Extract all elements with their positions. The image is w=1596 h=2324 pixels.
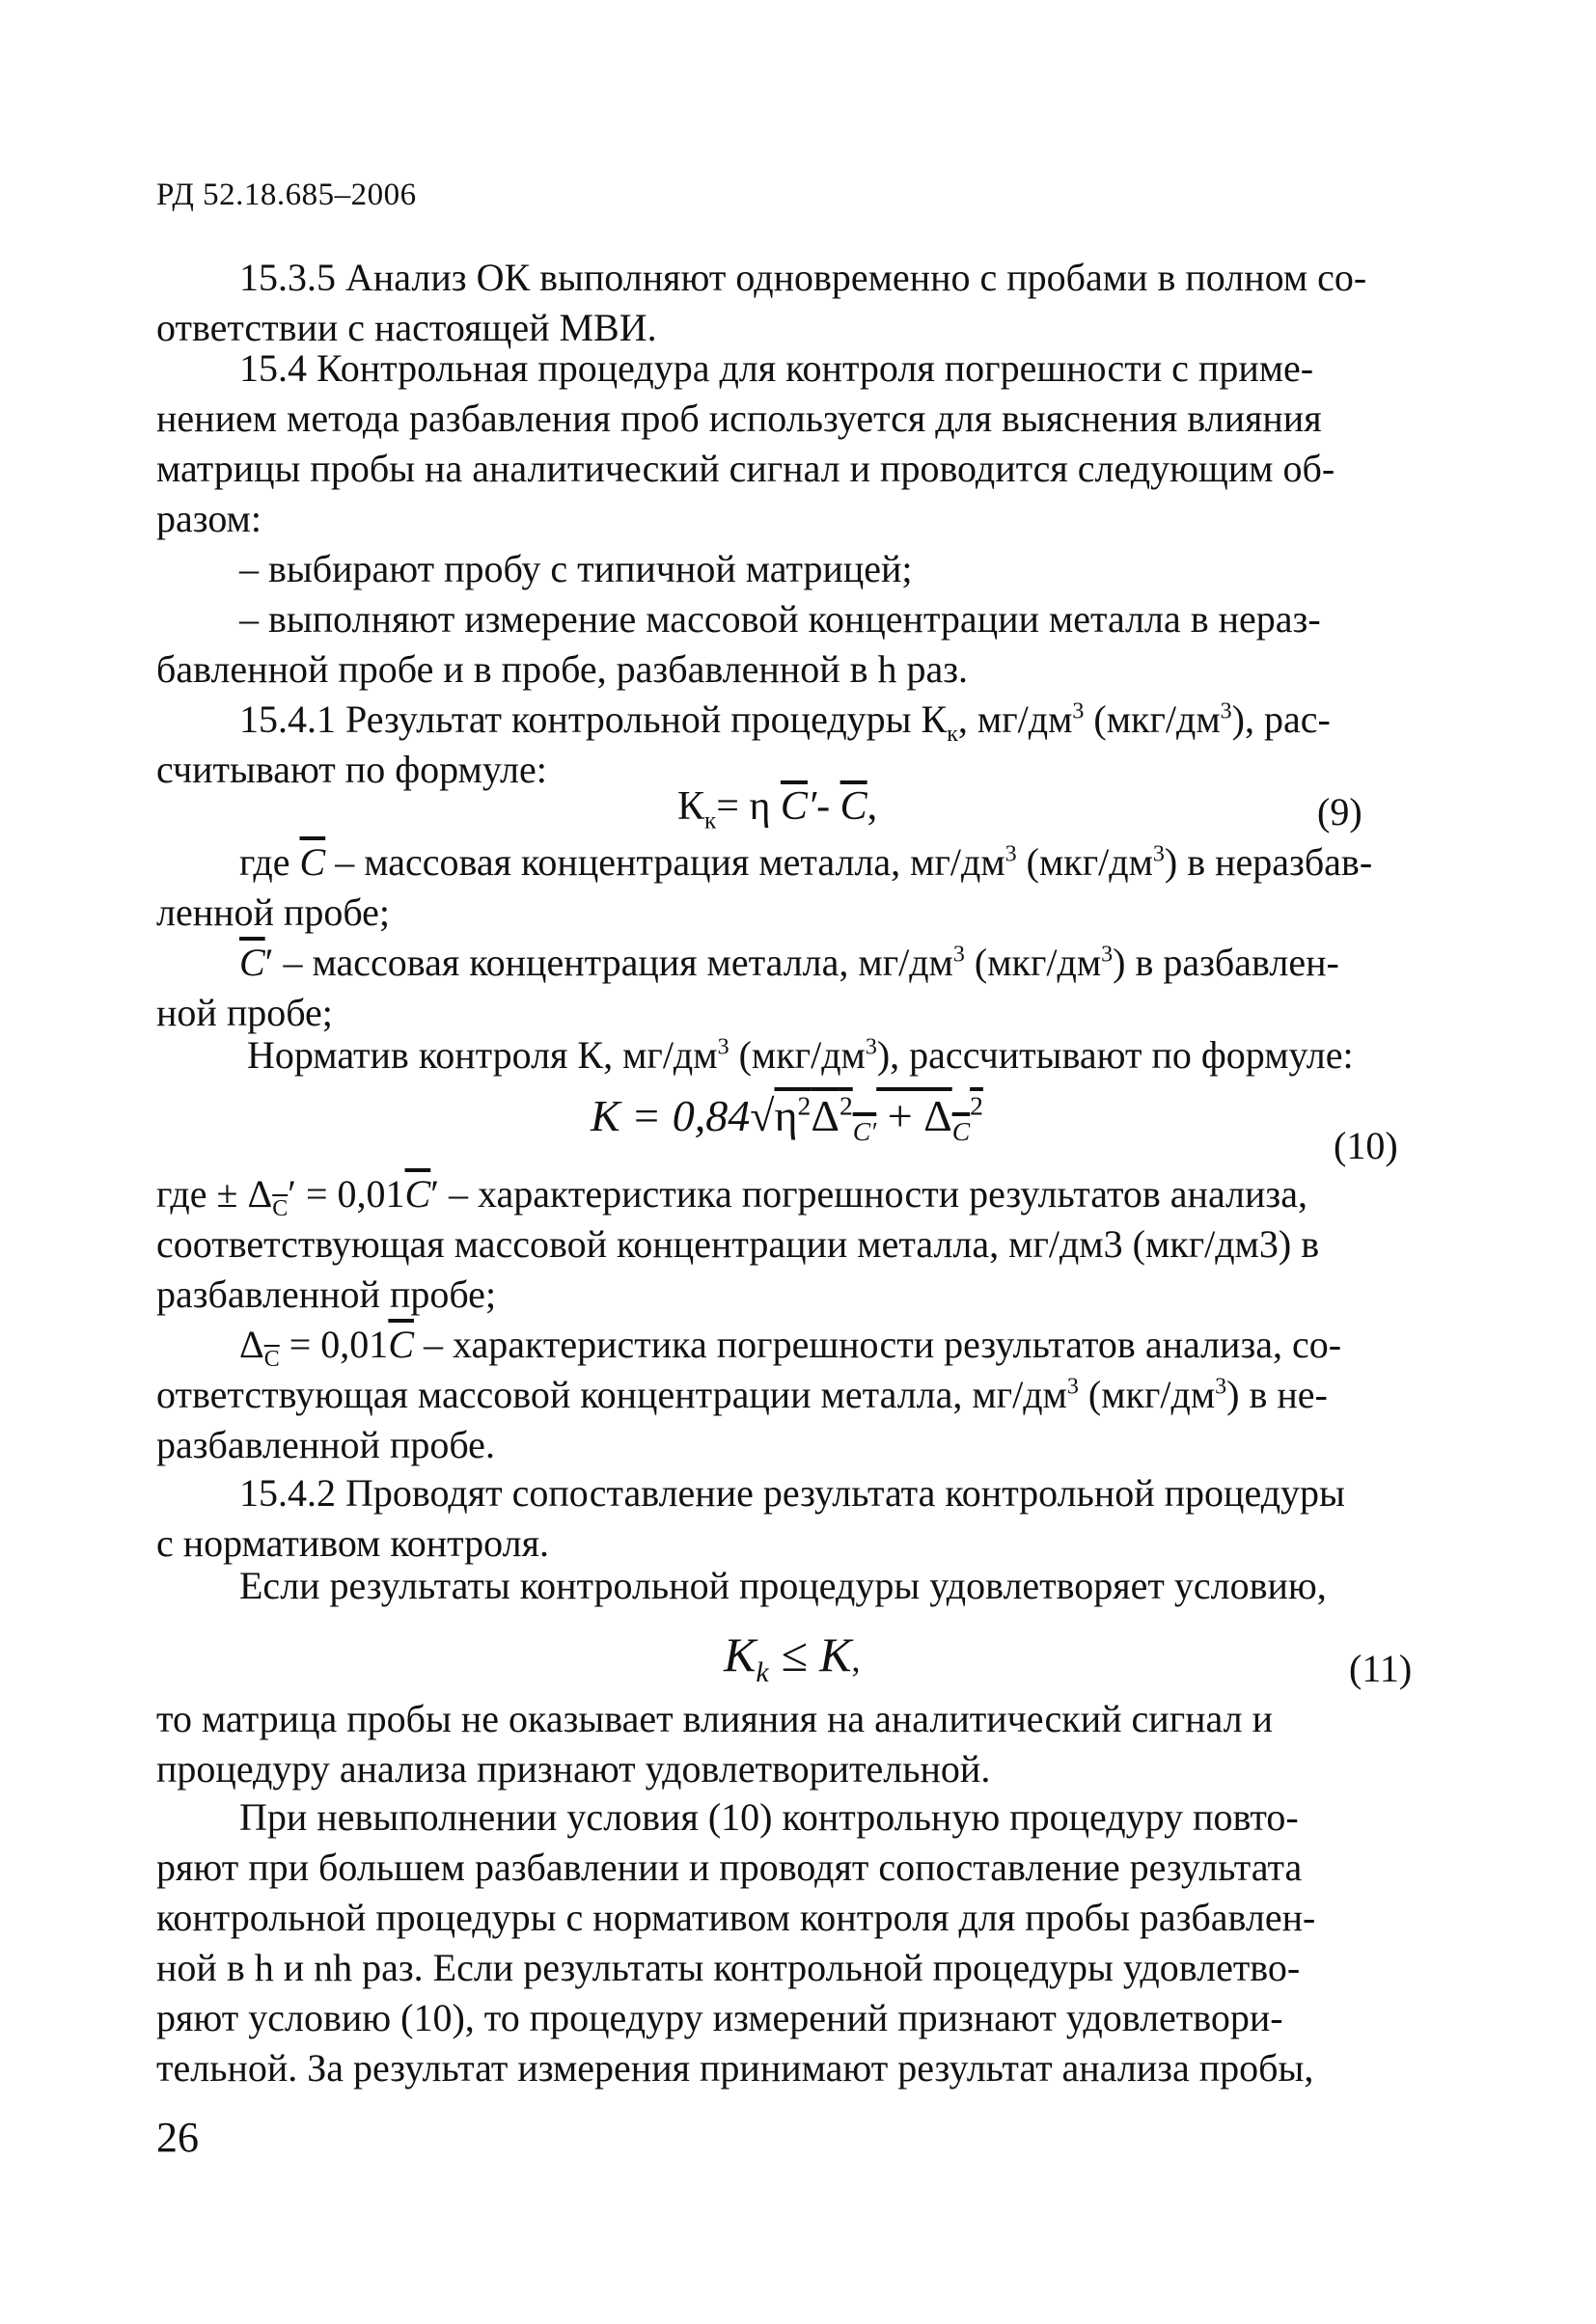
text-line: 15.3.5 Анализ ОК выполняют одновременно с пробами в полном со- <box>239 256 1367 299</box>
text-line <box>156 1370 1409 1420</box>
text-part: Δ <box>239 1323 264 1366</box>
text-line: разом: <box>156 497 261 540</box>
text-part: (мкг/дм <box>1078 1373 1216 1416</box>
symbol-c: $\overline{C}$ <box>388 1323 414 1366</box>
text-line: матрицы пробы на аналитический сигнал и проводится следующим об- <box>156 447 1335 490</box>
definition-delta-c <box>156 1320 1409 1470</box>
formula-10 <box>591 1090 983 1147</box>
text-line: Если результаты контрольной процедуры удовлетворяет условию, <box>239 1564 1327 1607</box>
sqrt-sign: √ <box>750 1091 775 1140</box>
text-part: – массовая концентрация металла, мг/дм <box>325 840 1005 884</box>
text-part: (мкг/дм <box>1084 697 1221 741</box>
formula-symbol: Δ <box>811 1091 839 1140</box>
text-line: ответствии с настоящей МВИ. <box>156 306 657 349</box>
paragraph-15-4-1 <box>156 695 1409 795</box>
superscript: 3 <box>952 942 965 968</box>
text-line: ленной пробе; <box>156 890 391 934</box>
document-header: РД 52.18.685–2006 <box>156 178 417 212</box>
superscript: 3 <box>1215 1374 1227 1400</box>
bullet-item: – выполняют измерение массовой концентрации металла в нераз- <box>239 597 1321 641</box>
text-line <box>156 938 1409 988</box>
text-line <box>156 837 1409 888</box>
norm-intro <box>156 1030 1409 1080</box>
formula-subscript: k <box>756 1656 769 1688</box>
superscript: 3 <box>1066 1374 1079 1400</box>
text-part: (мкг/дм <box>729 1033 866 1077</box>
text-line <box>156 1169 1409 1219</box>
text-line: 15.4.2 Проводят сопоставление результата контрольной процедуры <box>239 1471 1345 1515</box>
text-part: ответствующая массовой концентрации металла, мг/дм <box>156 1373 1067 1416</box>
formula-9 <box>677 783 878 834</box>
formula-subscript: C′ <box>852 1116 877 1147</box>
formula-superscript: 2 <box>970 1090 983 1121</box>
text-part: (мкг/дм <box>964 941 1102 984</box>
equation-number-10: (10) <box>1334 1124 1398 1167</box>
text-part: ′ – характеристика погрешности результатов анализа, <box>430 1172 1307 1216</box>
superscript: 3 <box>1004 841 1017 867</box>
definition-c-prime <box>156 938 1409 1038</box>
formula-symbol: = η <box>716 784 781 829</box>
formula-symbol: ′ <box>807 784 817 829</box>
bullet-list <box>156 544 1409 695</box>
text-line: считывают по формуле: <box>156 748 547 791</box>
text-part: ) в неразбав- <box>1164 840 1373 884</box>
text-part: 15.4.1 Результат контрольной процедуры К <box>239 697 948 741</box>
formula-symbol: η <box>774 1091 798 1140</box>
superscript: 3 <box>1101 942 1114 968</box>
formula-symbol: ≤ K <box>768 1627 852 1681</box>
formula-subscript: к <box>704 807 717 834</box>
text-part: Норматив контроля К, мг/дм <box>247 1033 718 1077</box>
superscript: 3 <box>717 1034 729 1060</box>
superscript: 3 <box>865 1034 877 1060</box>
text-line: процедуру анализа признают удовлетворительной. <box>156 1747 991 1791</box>
equation-number-9: (9) <box>1317 790 1362 834</box>
paragraph-15-4-2 <box>156 1468 1409 1569</box>
text-line: разбавленной пробе. <box>156 1423 495 1466</box>
symbol-c: $\overline{C}$ <box>239 941 265 984</box>
condition-intro <box>156 1561 1409 1611</box>
formula-symbol: K = 0,84 <box>591 1091 751 1140</box>
text-line: то матрица пробы не оказывает влияния на аналитический сигнал и <box>156 1697 1273 1740</box>
text-part: где <box>239 840 300 884</box>
formula-symbol: , <box>851 1640 861 1679</box>
formula-subscript: C <box>951 1116 971 1147</box>
text-part: ′ = 0,01 <box>288 1172 405 1216</box>
text-line <box>156 695 1409 745</box>
subscript: к <box>947 722 958 747</box>
superscript: 3 <box>1152 841 1165 867</box>
text-line: контрольной процедуры с нормативом контроля для пробы разбавлен- <box>156 1896 1316 1939</box>
formula-superscript: 2 <box>839 1090 853 1121</box>
radicand <box>774 1090 983 1147</box>
formula-symbol: $\overline{C}$ <box>780 784 808 829</box>
text-part: ) в не- <box>1226 1373 1328 1416</box>
paragraph-15-4 <box>156 343 1409 544</box>
text-line: ной пробе; <box>156 991 333 1034</box>
text-part: (мкг/дм <box>1016 840 1153 884</box>
text-line: соответствующая массовой концентрации металла, мг/дм3 (мкг/дм3) в <box>156 1222 1320 1266</box>
text-line: с нормативом контроля. <box>156 1521 549 1565</box>
subscript: C <box>263 1347 280 1372</box>
text-line: ряют условию (10), то процедуру измерений признают удовлетвори- <box>156 1996 1283 2039</box>
definition-delta-c-prime <box>156 1169 1409 1320</box>
text-line: нением метода разбавления проб используется для выяснения влияния <box>156 396 1322 440</box>
bullet-item: – выбирают пробу с типичной матрицей; <box>239 547 913 590</box>
paragraph-conclusion <box>156 1694 1409 1794</box>
text-part: – характеристика погрешности результатов анализа, со- <box>414 1323 1342 1366</box>
text-line: ной в h и nh раз. Если результаты контрольной процедуры удовлетво- <box>156 1946 1301 1989</box>
text-line: тельной. За результат измерения принимают результат анализа пробы, <box>156 2046 1314 2090</box>
text-part: , мг/дм <box>957 697 1073 741</box>
text-line: 15.4 Контрольная процедура для контроля погрешности с приме- <box>239 346 1314 390</box>
formula-symbol: $\overline{C}$ <box>839 784 867 829</box>
formula-symbol: , <box>867 784 878 829</box>
text-part: ), рас- <box>1231 697 1331 741</box>
definition-c <box>156 837 1409 938</box>
formula-symbol: К <box>677 784 705 829</box>
symbol-c: $\overline{C}$ <box>404 1172 431 1216</box>
text-part: ′ – массовая концентрация металла, мг/дм <box>264 941 953 984</box>
formula-superscript: 2 <box>797 1090 812 1121</box>
formula-11 <box>724 1627 861 1688</box>
equation-number-11: (11) <box>1349 1647 1413 1690</box>
subscript: C <box>272 1196 289 1221</box>
text-part: = 0,01 <box>279 1323 389 1366</box>
text-line <box>156 1320 1409 1370</box>
text-part: где ± Δ <box>156 1172 273 1216</box>
text-line: ряют при большем разбавлении и проводят сопоставление результата <box>156 1846 1303 1889</box>
formula-symbol: - <box>816 784 840 829</box>
bullet-item-continuation: бавленной пробе и в пробе, разбавленной в h раз. <box>156 647 969 691</box>
text-part: ) в разбавлен- <box>1113 941 1339 984</box>
paragraph-repeat <box>156 1792 1409 2093</box>
text-part: ), рассчитывают по формуле: <box>876 1033 1354 1077</box>
text-line <box>156 1030 1409 1080</box>
page-number: 26 <box>156 2114 199 2161</box>
symbol-c: $\overline{C}$ <box>299 840 326 884</box>
paragraph-15-3-5 <box>156 253 1409 353</box>
formula-symbol: + Δ <box>876 1091 952 1140</box>
text-line: При невыполнении условия (10) контрольную процедуру повто- <box>239 1795 1299 1839</box>
formula-symbol: K <box>724 1627 757 1681</box>
text-line: разбавленной пробе; <box>156 1272 497 1316</box>
superscript: 3 <box>1220 698 1232 725</box>
superscript: 3 <box>1072 698 1085 725</box>
